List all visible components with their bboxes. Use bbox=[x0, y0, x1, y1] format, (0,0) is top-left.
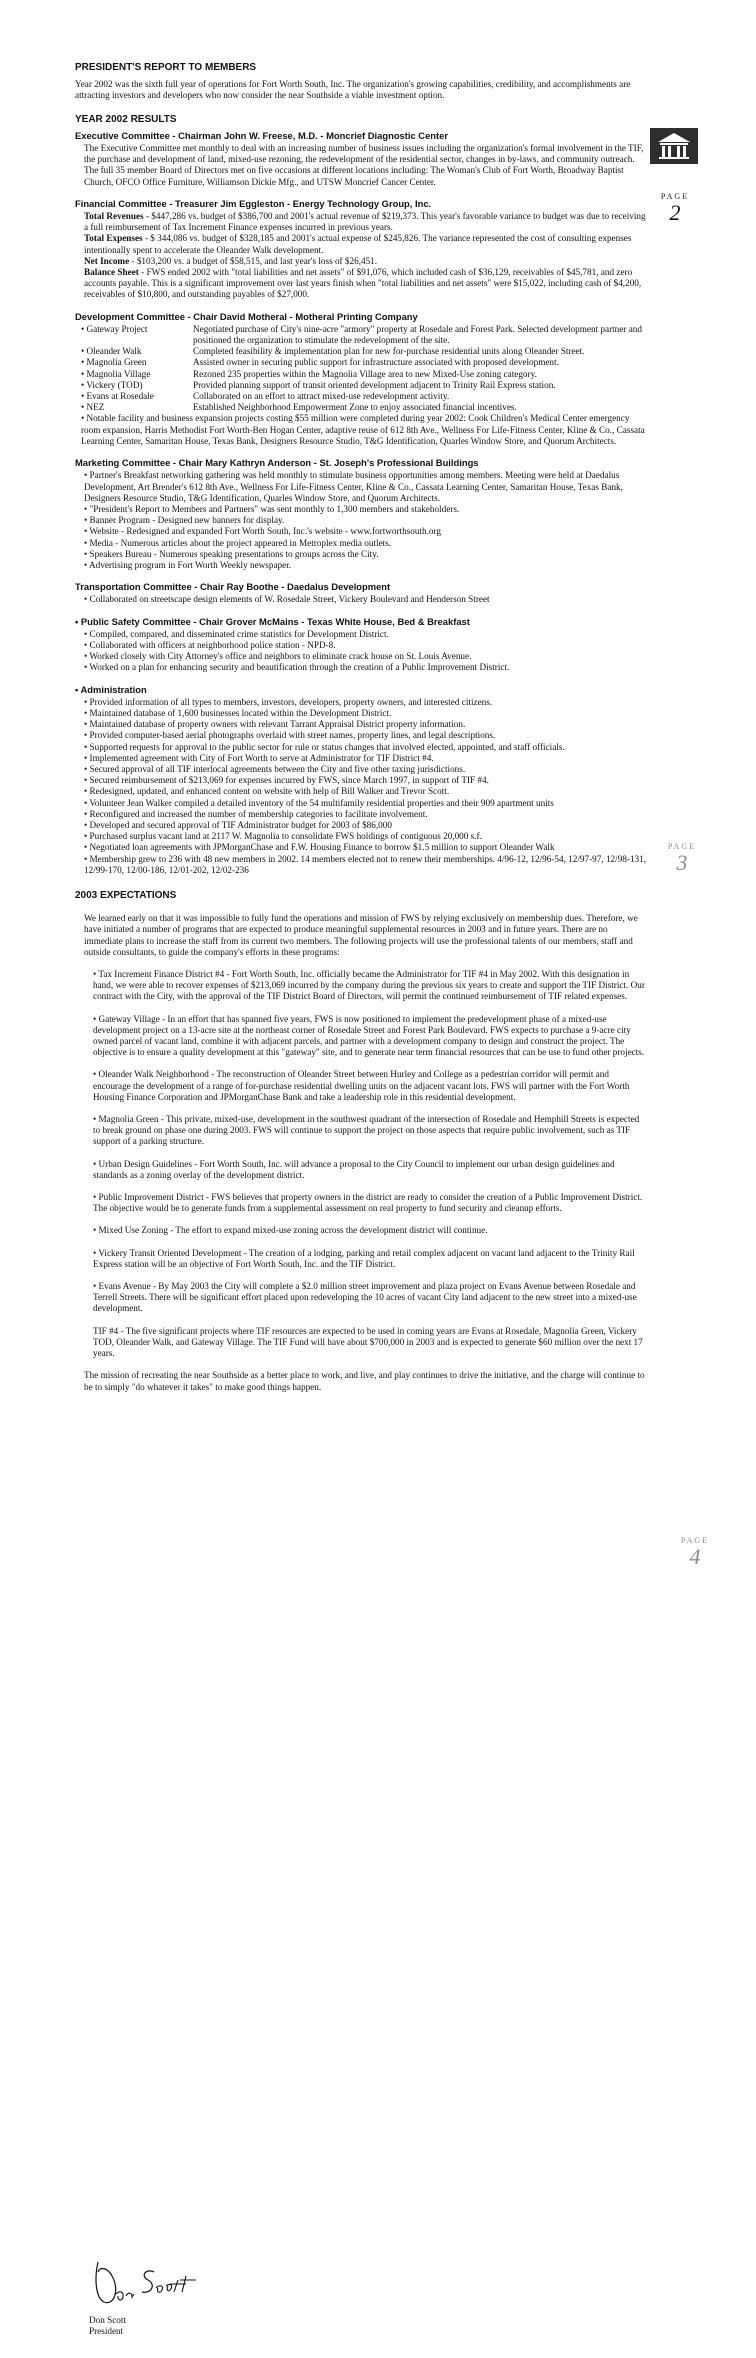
development-item bbox=[75, 391, 647, 402]
intro-paragraph: Year 2002 was the sixth full year of operations for Fort Worth South, Inc. The organization's growing capabilities, credibility, and accomplishments are attracting investors and developers who now consider the near Southside a viable investment option. bbox=[75, 79, 631, 101]
list-item: • Negotiated loan agreements with JPMorganChase and F.W. Housing Finance to borrow $1.5 million to support Oleander Walk bbox=[84, 842, 555, 853]
executive-heading: Executive Committee - Chairman John W. Freese, M.D. - Moncrief Diagnostic Center bbox=[75, 129, 448, 141]
expectations-section bbox=[75, 913, 647, 1393]
administration-list bbox=[75, 697, 647, 876]
development-item bbox=[75, 324, 647, 346]
building-logo-icon bbox=[650, 128, 698, 164]
list-item: • Advertising program in Fort Worth Weekly newspaper. bbox=[84, 559, 292, 570]
list-item: • Collaborated with officers at neighborhood police station - NPD-8. bbox=[84, 639, 336, 650]
expectations-heading: 2003 EXPECTATIONS bbox=[75, 890, 177, 901]
financial-item bbox=[84, 233, 647, 255]
financial-text: - $103,200 vs. a budget of $58,515, and last year's loss of $26,451. bbox=[129, 255, 378, 266]
list-item: • Secured approval of all TIF interlocal agreements between the City and five other taxing jurisdictions. bbox=[84, 763, 466, 774]
development-label: • Gateway Project bbox=[81, 323, 148, 334]
safety-list bbox=[75, 629, 647, 674]
transportation-heading: Transportation Committee - Chair Ray Boothe - Daedalus Development bbox=[75, 581, 391, 593]
development-item bbox=[75, 346, 647, 357]
financial-label: Balance Sheet bbox=[84, 267, 139, 278]
development-text: Collaborated on an effort to attract mixed-use redevelopment activity. bbox=[193, 391, 450, 402]
list-item: • Implemented agreement with City of Fort Worth to serve at Administrator for TIF District #4. bbox=[84, 752, 434, 763]
list-item: • Purchased surplus vacant land at 2117 W. Magnolia to consolidate FWS holdings of contiguous 20,000 s.f. bbox=[84, 831, 482, 842]
financial-list bbox=[75, 211, 647, 301]
development-text: Assisted owner in securing public support for infrastructure associated with proposed development. bbox=[193, 357, 559, 368]
expectations-paragraph: • Oleander Walk Neighborhood - The reconstruction of Oleander Street between Hurley and College as a pedestrian corridor will permit and encourage the development of a range of for-purchase residential dwelling units on the adjacent vacant lots. FWS will partner with the Fort Worth Housing Finance Corporation and JPMorganChase Bank and take a leadership role in this residential development. bbox=[93, 1069, 630, 1102]
expectations-paragraph: • Evans Avenue - By May 2003 the City will complete a $2.0 million street improvement and plaza project on Evans Avenue between Rosedale and Terrell Streets. There will be significant effort placed upon redeveloping the 10 acres of vacant City land adjacent to the new street into a mixed-use development. bbox=[93, 1281, 637, 1314]
development-item bbox=[75, 357, 647, 368]
list-item: • Website - Redesigned and expanded Fort Worth South, Inc.'s website - www.fortworthsouth.org bbox=[84, 526, 441, 537]
financial-label: Total Revenues bbox=[84, 211, 144, 222]
list-item: • Maintained database of 1,600 businesses located within the Development District. bbox=[84, 707, 392, 718]
page-number: 2 bbox=[669, 200, 681, 225]
list-item: • Banner Program - Designed new banners for display. bbox=[84, 515, 285, 526]
executive-text: The Executive Committee met monthly to deal with an increasing number of business issues including the organization's formal involvement in the TIF, the purchase and development of land, mixed-use rezoning, the redevelopment of the residential sector, changes in by-laws, and community outreach. The full 35 member Board of Directors met on five occasions at different locations including: The Woman's Club of Fort Worth, Broadway Baptist Church, OFCO Office Furniture, Williamson Dickie Mfg., and UTSW Moncrief Cancer Center. bbox=[84, 143, 644, 187]
development-text: Negotiated purchase of City's nine-acre "armory" property at Rosedale and Forest Park. Selected development partner and positioned the organization to stimulate the redevelopment of the site. bbox=[193, 323, 642, 346]
expectations-paragraph: • Tax Increment Finance District #4 - Fort Worth South, Inc. officially became the Administrator for TIF #4 in May 2002. With this designation in hand, we were able to recover expenses of $213,069 incurred by the company during the previous six years to create and support the TIF District. Our contract with the City, with the approval of the TIF District Board of Directors, will permit the continued reimbursement of TIF related expenses. bbox=[93, 969, 645, 1002]
list-item: • "President's Report to Members and Partners" was sent monthly to 1,300 members and stakeholders. bbox=[84, 503, 460, 514]
development-list bbox=[75, 324, 647, 447]
list-item: • Compiled, compared, and disseminated crime statistics for Development District. bbox=[84, 628, 389, 639]
financial-text: - $447,286 vs. budget of $386,700 and 2001's actual revenue of $219,373. This year's favorable variance to budget was due to receiving a full reimbursement of Tax Increment Finance expenses incurred in previous years. bbox=[84, 211, 646, 233]
list-item: • Worked closely with City Attorney's office and neighbors to eliminate crack house on St. Louis Avenue. bbox=[84, 651, 472, 662]
signature-block bbox=[89, 2315, 126, 2337]
marketing-heading: Marketing Committee - Chair Mary Kathryn Anderson - St. Joseph's Professional Buildings bbox=[75, 457, 479, 469]
development-label: • Evans at Rosedale bbox=[81, 391, 154, 402]
page-label: PAGE bbox=[660, 192, 690, 201]
development-heading: Development Committee - Chair David Motheral - Motheral Printing Company bbox=[75, 310, 418, 322]
page-number: 4 bbox=[689, 1544, 701, 1569]
list-item: • Worked on a plan for enhancing security and beautification through the creation of a Public Improvement District. bbox=[84, 662, 510, 673]
page-label: PAGE bbox=[667, 842, 697, 851]
expectations-paragraph: We learned early on that it was impossible to fully fund the operations and mission of FWS by relying exclusively on membership dues. Therefore, we have initiated a number of programs that are expected to produce meaningful supplemental resources in 2003 and in future years. There are no immediate plans to increase the staff from its current two members. The following projects will use the professional talents of our members, staff and outside consultants, to guide the company's efforts in these programs: bbox=[84, 913, 638, 957]
administration-heading: • Administration bbox=[75, 683, 147, 695]
page-marker-4 bbox=[675, 1536, 715, 1569]
development-label: • Oleander Walk bbox=[81, 346, 142, 357]
list-item: • Supported requests for approval to the public sector for rule or status changes that involved elected, appointed, and staff officials. bbox=[84, 741, 565, 752]
development-notable: • Notable facility and business expansion projects costing $55 million were completed during year 2002: Cook Children's Medical Center emergency room expansion, Harris Methodist Fort Worth-Ben Hogan Center, adaptive reuse of 612 8th Ave., Wellness For Life-Fitness Center, Kline & Co., Cassata Learning Center, Samaritan House, Texas Bank, Designers Resource Studio, T&G Identification, Quarles Window Store, and Quorum Architects. bbox=[81, 413, 645, 446]
development-item bbox=[75, 402, 647, 413]
financial-label: Net Income bbox=[84, 255, 130, 266]
page-label: PAGE bbox=[680, 1536, 710, 1545]
financial-item bbox=[84, 211, 647, 233]
report-document bbox=[75, 62, 647, 1404]
expectations-paragraph: • Public Improvement District - FWS believes that property owners in the district are ready to consider the creation of a Public Improvement District. The objective would be to generate funds from a supplemental assessment on real property to fund security and cleanup efforts. bbox=[93, 1192, 643, 1214]
expectations-paragraph: • Magnolia Green - This private, mixed-use, development in the southwest quadrant of the intersection of Rosedale and Hemphill Streets is expected to break ground on phase one during 2003. FWS will continue to support the project on those aspects that require public involvement, such as TIF support of a parking structure. bbox=[93, 1114, 640, 1147]
development-label: • Magnolia Green bbox=[81, 357, 147, 368]
results-heading: YEAR 2002 RESULTS bbox=[75, 113, 177, 125]
financial-heading: Financial Committee - Treasurer Jim Eggleston - Energy Technology Group, Inc. bbox=[75, 197, 432, 209]
closing-paragraph: The mission of recreating the near Southside as a better place to work, and live, and play continues to drive the initiative, and the charge will continue to be to simply "do whatever it takes" to make good things happen. bbox=[84, 1370, 645, 1392]
financial-label: Total Expenses bbox=[84, 233, 143, 244]
list-item: • Reconfigured and increased the number of membership categories to facilitate involvement. bbox=[84, 808, 428, 819]
list-item: • Collaborated on streetscape design elements of W. Rosedale Street, Vickery Boulevard and Henderson Street bbox=[84, 594, 490, 605]
page-number: 3 bbox=[676, 850, 688, 875]
expectations-paragraph: • Mixed Use Zoning - The effort to expand mixed-use zoning across the development district will continue. bbox=[93, 1225, 488, 1236]
list-item: • Volunteer Jean Walker compiled a detailed inventory of the 54 multifamily residential properties and their 909 apartment units bbox=[84, 797, 554, 808]
signer-title: President bbox=[89, 2326, 124, 2337]
development-label: • Vickery (TOD) bbox=[81, 379, 143, 390]
list-item: • Membership grew to 236 with 48 new members in 2002. 14 members elected not to renew their memberships. 4/96-12, 12/96-54, 12/97-97, 12/98-131, 12/99-170, 12/00-186, 12/01-202, 12/02-236 bbox=[84, 853, 647, 875]
expectations-paragraph: TIF #4 - The five significant projects where TIF resources are expected to be used in coming years are Evans at Rosedale, Magnolia Green, Vickery TOD, Oleander Walk, and Gateway Village. The TIF Fund will have about $700,000 in 2003 and is expected to generate $60 million over the next 17 years. bbox=[93, 1325, 643, 1359]
page-marker-2 bbox=[655, 192, 695, 225]
list-item: • Provided computer-based aerial photographs overlaid with street names, property lines, and legal descriptions. bbox=[84, 730, 496, 741]
list-item: • Media - Numerous articles about the project appeared in Metroplex media outlets. bbox=[84, 537, 392, 548]
list-item: • Speakers Bureau - Numerous speaking presentations to groups across the City. bbox=[84, 548, 379, 559]
development-text: Rezoned 235 properties within the Magnolia Village area to new Mixed-Use zoning category. bbox=[193, 368, 537, 379]
development-text: Completed feasibility & implementation plan for new for-purchase residential units along Oleander Street. bbox=[193, 346, 585, 357]
development-item bbox=[75, 369, 647, 380]
list-item: • Maintained database of property owners with relevant Tarrant Appraisal District property information. bbox=[84, 719, 466, 730]
development-label: • NEZ bbox=[81, 402, 105, 413]
financial-text: - FWS ended 2002 with "total liabilities and net assets" of $91,076, which included cash of $36,129, receivables of $45,781, and zero accounts payable. This is a significant improvement over last years finish when "total liabilities and net assets" were $15,022, including cash of $4,200, receivables of $10,800, and outstanding payables of $27,000. bbox=[84, 267, 642, 300]
development-text: Provided planning support of transit oriented development adjacent to Trinity Rail Express station. bbox=[193, 379, 556, 390]
signer-name: Don Scott bbox=[89, 2315, 127, 2325]
expectations-paragraph: • Gateway Village - In an effort that has spanned five years, FWS is now positioned to implement the predevelopment phase of a mixed-use development project on a 13-acre site at the northeast corner of Rosedale Street and Forest Park Boulevard. FWS expects to purchase a 9-acre city owned parcel of vacant land, combine it with adjacent parcels, and partner with a development company to design and construct the project. The objective is to ensure a quality development at this "gateway" site, and to generate near term financial resources that can be use to fund other projects. bbox=[93, 1013, 645, 1058]
list-item: • Redesigned, updated, and enhanced content on website with help of Bill Walker and Trevor Scott. bbox=[84, 786, 450, 797]
signature-image bbox=[90, 2250, 210, 2310]
list-item: • Developed and secured approval of TIF Administrator budget for 2003 of $86,000 bbox=[84, 819, 392, 830]
list-item: • Secured reimbursement of $213,069 for expenses incurred by FWS, since March 1997, in support of TIF #4. bbox=[84, 775, 489, 786]
marketing-list bbox=[75, 470, 647, 571]
expectations-paragraph: • Urban Design Guidelines - Fort Worth South, Inc. will advance a proposal to the City Council to implement our urban design guidelines and standards as a zoning overlay of the development district. bbox=[93, 1158, 615, 1180]
financial-item bbox=[84, 267, 647, 301]
expectations-paragraph: • Vickery Transit Oriented Development - The creation of a lodging, parking and retail complex adjacent on vacant land adjacent to the Trinity Rail Express station will be an objective of Fort Worth South, Inc. and the TIF District. bbox=[93, 1247, 635, 1269]
development-item bbox=[75, 380, 647, 391]
financial-text: - $ 344,086 vs. budget of $328,185 and 2001's actual expense of $245,826. The variance represented the cost of consulting expenses intentionally spent to accelerate the Oleander Walk development. bbox=[84, 233, 632, 255]
financial-item bbox=[84, 256, 647, 267]
development-label: • Magnolia Village bbox=[81, 368, 151, 379]
page-marker-3 bbox=[662, 842, 702, 875]
list-item: • Provided information of all types to members, investors, developers, property owners, and interested citizens. bbox=[84, 696, 493, 707]
list-item: • Partner's Breakfast networking gathering was held monthly to stimulate business opportunities among members. Meeting were held at Daedalus Development, Art Brender's 612 8th Ave., Wellness For Life-Fitness Center, Kline & Co., Cassata Learning Center, Samaritan House, Texas Bank, Designers Resource Studio, T&G Identification, Quarles Window Store, and Quorum Architects. bbox=[84, 470, 623, 503]
safety-heading: • Public Safety Committee - Chair Grover McMains - Texas White House, Bed & Breakfast bbox=[75, 615, 470, 627]
report-title: PRESIDENT'S REPORT TO MEMBERS bbox=[75, 62, 257, 73]
development-text: Established Neighborhood Empowerment Zone to enjoy associated financial incentives. bbox=[193, 402, 517, 413]
transportation-list bbox=[75, 594, 647, 605]
